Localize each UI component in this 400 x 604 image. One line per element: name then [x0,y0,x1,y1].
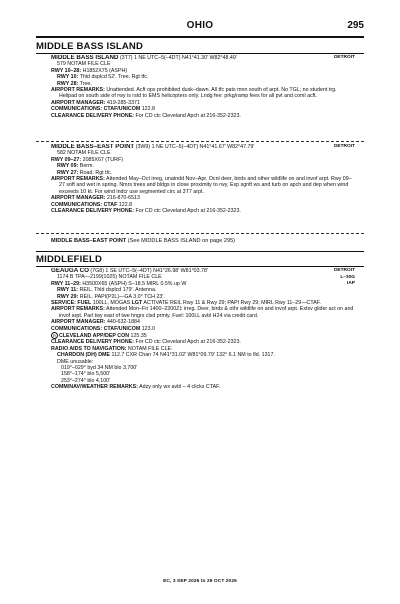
airport-details: (7G8) 1 SE UTC–5(–4DT) N41°26.98′ W81°03.78′ [90,268,208,274]
airport-name: MIDDLE BASS–EAST POINT [51,144,135,150]
airport-name: GEAUGA CO [51,268,89,274]
airport-entry-middle-bass-east-point: DETROIT MIDDLE BASS–EAST POINT (3W9) 1 NE UTC–5(–4DT) N41°41.67′ W82°47.79′ 582 NOTAM FILE CLE RWY 09–27: 2085X67 (TURF) RWY 09: Berm. RWY 27: Road. Rgt tfc. AIRPORT REMARKS: Attended May–Oct irreg, unatndd Nov–Apr. Ocnl deer, birds and other wildlife on and invof arpt. Rwy 09–27 soft and wet in spring. Nmrs trees and bldgs in close proximity to rwy. Exp sgnft ws and turb on apch and dep when wind exceeds 10 kt. For wind indcr use segmented circ at 3T7 arpt. AIRPORT MANAGER: 216-870-6513 COMMUNICATIONS: CTAF 122.8 CLEARANCE DELIVERY PHONE: For CD ctc Cleveland Apch at 216-352-2323. [51,144,355,215]
elevation-notam: 1174 B TPA—2199(1025) NOTAM FILE CLE [57,274,162,281]
facility-label: DETROIT [333,144,355,149]
elevation-notam: 582 NOTAM FILE CLE [57,150,111,157]
airport-entry-middle-bass-island: DETROIT MIDDLE BASS ISLAND (3T7) 1 NE UTC–5(–4DT) N41°41.30′ W82°48.49′ 579 NOTAM FILE CLE RWY 10–28: H1852X75 (ASPH) RWY 10: Thld dsplcd 52′. Tree. Rgt tfc. RWY 28: Tree. AIRPORT REMARKS: Unattended. Acft ops prohibited dusk–dawn. All tfc pats mnn south of arpt. No TGL; no student trg. Helipad on south side of rwy is rstd to EMS helicopters only. Lndg fee: prkg/ramp fees for all pvt and coml acft. AIRPORT MANAGER: 419-285-3371 COMMUNICATIONS: CTAF/UNICOM 122.8 CLEARANCE DELIVERY PHONE: For CD ctc Cleveland Apch at 216-352-2323. [51,55,355,119]
airport-remarks: AIRPORT REMARKS: Unattended. Acft ops prohibited dusk–dawn. All tfc pats mnn south of arpt. No TGL; no student trg. Helipad on south side of rwy is rstd to EMS helicopters only. Lndg fee: prkg/ramp fees for all pvt and coml acft. [51,87,337,100]
entry-separator [36,141,364,142]
facility-label: DETROIT [333,55,355,60]
airport-name: MIDDLE BASS ISLAND [51,55,119,61]
cross-reference: MIDDLE BASS–EAST POINT (See MIDDLE BASS ISLAND on page 295) [51,238,236,244]
entry-separator [36,233,364,234]
city-rule [36,53,364,54]
facility-labels: DETROIT L–30G IAP [333,268,355,287]
city-rule [36,251,364,252]
city-heading-middlefield: MIDDLEFIELD [36,254,103,265]
airport-details: (3T7) 1 NE UTC–5(–4DT) N41°41.30′ W82°48.49′ [119,55,237,61]
city-heading-middle-bass-island: MIDDLE BASS ISLAND [36,41,144,52]
city-rule [36,266,364,267]
airport-details: (3W9) 1 NE UTC–5(–4DT) N41°41.67′ W82°47.79′ [135,144,255,150]
airport-entry-geauga-co: DETROIT L–30G IAP GEAUGA CO (7G8) 1 SE UTC–5(–4DT) N41°26.98′ W81°03.78′ 1174 B TPA—2199(1025) NOTAM FILE CLE RWY 11–29: H3500X65 (ASPH) S–18.5 MIRL 0.5% up W RWY 11: REIL. Thld dsplcd 179′. Antenna. RWY 29: REIL. PAPI(P2L)—GA 3.0° TCH 23′. SERVICE: FUEL 100LL, MOGAS LGT ACTIVATE REIL Rwy 11 & Rwy 29; PAPI Rwy 29; MIRL Rwy 11–29—CTAF. AIRPORT REMARKS: Attended Mon–Fri 1400–2200Z‡ irreg. Deer, birds & othr wildlife on and invof arpt. Extsv glider act on and invof arpt. Parl twy east of twe hngrs clsd prmly. Fuel: 100LL avbl H24 via credit card. AIRPORT MANAGER: 440-632-1884 COMMUNICATIONS: CTAF/UNICOM 123.0 R CLEVELAND APP/DEP CON 125.35 CLEARANCE DELIVERY PHONE: For CD ctc Cleveland Apch at 216-352-2323. RADIO AIDS TO NAVIGATION: NOTAM FILE CLE. CHARDON (DH) DME 112.7 CXR Chan 74 N41°31.02′ W81°09.79′ 132° 6.1 NM to fld. 1317. DME unusable: 019°–029° byd 34 NM blo 3,700′ 158°–174° blo 5,500′ 253°–274° blo 4,100′ COMM/NAV/WEATHER REMARKS: Adzy only wx avbl – 4 clicks CTAF. [51,268,355,391]
page-number: 295 [347,20,364,31]
state-title: OHIO [186,20,214,31]
radar-icon: R [51,332,58,339]
effective-dates-footer: EC, 3 SEP 2026 to 29 OCT 2026 [163,579,237,584]
service-line: SERVICE: FUEL 100LL, MOGAS LGT ACTIVATE REIL Rwy 11 & Rwy 29; PAPI Rwy 29; MIRL Rwy 11–29—CTAF. [51,300,321,307]
elevation-notam: 579 NOTAM FILE CLE [57,61,111,68]
page-header [36,20,364,34]
airport-remarks: AIRPORT REMARKS: Attended May–Oct irreg, unatndd Nov–Apr. Ocnl deer, birds and other wildlife on and invof arpt. Rwy 09–27 soft and wet in spring. Nmrs trees and bldgs in close proximity to rwy. Exp sgnft ws and turb on apch and dep when wind exceeds 10 kt. For wind indcr use segmented circ at 3T7 arpt. [51,176,352,195]
header-rule [36,36,364,38]
airport-remarks: AIRPORT REMARKS: Attended Mon–Fri 1400–2200Z‡ irreg. Deer, birds & othr wildlife on and invof arpt. Extsv glider act on and invof arpt. Parl twy east of twe hngrs clsd prmly. Fuel: 100LL avbl H24 via credit card. [51,306,354,319]
